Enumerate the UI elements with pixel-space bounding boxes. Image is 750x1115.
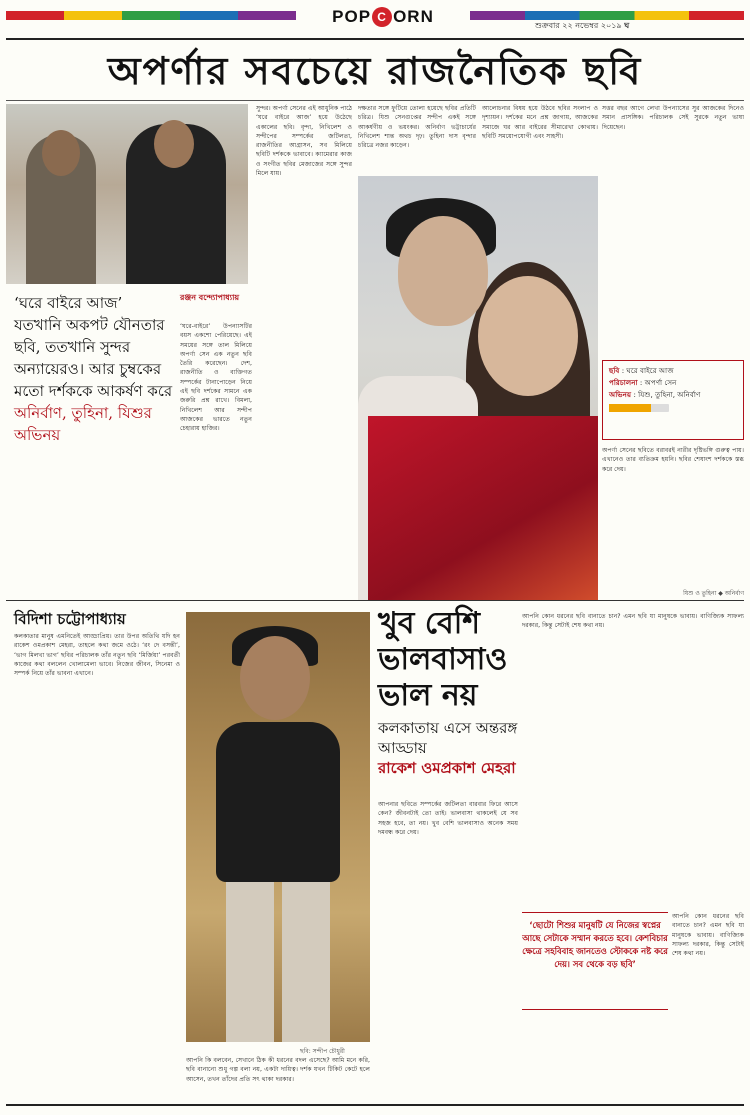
column-text: আপনি কোন ধরনের ছবি বানাতে চান? এমন ছবি যা মানুষকে ভাবায়। বাণিজ্যিক সাফল্য দরকার, কিন্তু সেটাই শেষ কথা নয়। — [522, 613, 744, 630]
masthead — [0, 0, 750, 44]
story1-photo-caption: যিশু ও তুহিনা ◆ অনির্বাণ — [683, 590, 744, 597]
column-text: সুন্দর। অপর্ণা সেনের এই আধুনিক পাঠে ‘ঘরে বাইরে আজ’ হয়ে উঠেছে একালের ছবি। বৃন্দা, নিখিলেশ ও সন্দীপের সম্পর্কের জটিলতা, রাজনীতির আগ্রাসন, সব মিলিয়ে ছবিটি দর্শককে ভাবাবে। ক্যামেরার কাজ ও সংগীত ছবির মেজাজের সঙ্গে সুন্দর মিলে যায়। — [256, 105, 352, 178]
story2-headline: খুব বেশি ভালবাসাও ভাল নয় — [378, 606, 508, 713]
story2-quote-box: ‘ছোটো শিশুর মানুষটি যে নিজের স্বপ্নের আছে সেটাকে সম্মান করতে হবে। কেশবিচার ক্ষেত্রে সহবিবাহ জানতেও স্টোককে নষ্ট করে দেয়। সব থেকে বড় ছবি’ — [522, 912, 668, 1010]
story1-photo-couple — [358, 176, 598, 600]
column-text: ‘ঘরে-বাইরে’ উপন্যাসটির বয়স একশো পেরিয়েছে। এই সময়ের সঙ্গে তাল মিলিয়ে অপর্ণা সেন এক নতুন ছবি তৈরি করেছেন। দেশ, রাজনীতি ও ব্যক্তিগত সম্পর্কের টানাপোড়েন নিয়ে এই ছবি দর্শকের সামনে এক জরুরি প্রশ্ন রাখে। বিমলা, নিখিলেশ আর সন্দীপ আজকের ভারতে নতুন চেহারায় হাজির। — [180, 323, 252, 433]
photo-jacket — [216, 722, 340, 882]
story1-column-1 — [180, 322, 252, 596]
story1-pullquote — [14, 292, 174, 446]
column-text: আপনার ছবিতে সম্পর্কের জটিলতা বারবার ফিরে আসে কেন? জীবনটাই তো তাই। ভালবাসা থাকলেই যে সব সহজ হবে, তা নয়। খুব বেশি ভালবাসাও অনেক সময় দমবন্ধ করে দেয়। — [378, 801, 518, 836]
pullquote-text: ‘ঘরে বাইরে আজ’ যতখানি অকপট যৌনতার ছবি, ততখানি সুন্দর অন্যায়েরও। আর চুম্বকের মতো দর্শককে আকর্ষণ করে — [14, 294, 173, 400]
date-text: শুক্রবার ২২ নভেম্বর ২০১৯ — [535, 21, 622, 30]
story2-column-far — [522, 612, 744, 908]
story2-subhead — [378, 718, 518, 778]
film-info-box — [602, 360, 744, 440]
story2-photo-caption: ছবি: সন্দীপ চৌধুরী — [300, 1048, 345, 1055]
info-film-value: ঘরে বাইরে আজ — [626, 366, 674, 375]
story1-byline: রঞ্জন বন্দ্যোপাধ্যায় — [180, 293, 240, 302]
color-stripe-right — [470, 11, 744, 20]
column-text: কলকাতার মানুষ এমনিতেই আড্ডাপ্রিয়। তার উপর অতিথি যদি হন রাকেশ ওমপ্রকাশ মেহরা, তাহলে কথা জমে ওঠে। ‘রং দে বসন্তী’, ‘ভাগ মিলখা ভাগ’ ছবির পরিচালক তাঁর নতুন ছবি ‘মির্জিয়া’ পরবর্তী কাজের কথা বললেন খোলামেলা ভাবে। নিজের জীবন, সিনেমা ও সম্পর্ক নিয়ে তাঁর ভাবনা এখানে। — [14, 633, 180, 678]
subhead-text: কলকাতায় এসে অন্তরঙ্গ আড্ডায় — [378, 719, 518, 757]
story2-column-mid — [186, 1056, 370, 1102]
column-text: সত্তর বছর আগে লেখা উপন্যাসের সুর আজকের দিনেও সমান প্রাসঙ্গিক। পরিচালক সেই সুরকে নতুন ভাষা দিয়েছেন। — [602, 105, 744, 131]
popcorn-icon: C — [372, 7, 392, 27]
story2-byline: বিদিশা চট্টোপাধ্যায় — [14, 610, 126, 628]
story2-column-right — [378, 800, 518, 1102]
color-stripe-left — [6, 11, 296, 20]
story1-column-4 — [482, 104, 598, 174]
info-film-label: ছবি — [609, 366, 620, 375]
info-cast-value: যিশু, তুহিনা, অনির্বাণ — [638, 390, 701, 399]
info-cast-row: অভিনয় : যিশু, তুহিনা, অনির্বাণ — [609, 390, 701, 399]
column-text: আলোচনার বিষয় হয়ে উঠবে ছবির সংলাপ ও দৃশ্যায়ন। দর্শকের মনে প্রশ্ন জাগায়, আজকের সমাজে ঘর আর বাইরের সীমারেখা কোথায়। ছবিটি সময়োপযোগী এবং সাহসী। — [482, 105, 598, 140]
story1-photo-actors — [6, 104, 248, 284]
column-text: দক্ষতার সঙ্গে ফুটিয়ে তোলা হয়েছে ছবির প্রতিটি চরিত্র। যিশু সেনগুপ্তের সন্দীপ একই সঙ্গে আকর্ষণীয় ও ভয়ংকর। অনির্বাণ ভট্টাচার্যের নিখিলেশ শান্ত অথচ দৃঢ়। তুহিনা দাস বৃন্দার চরিত্রে নজর কাড়েন। — [358, 105, 476, 150]
photo-woman-face — [478, 276, 578, 396]
column-text: আপনি কোন ধরনের ছবি বানাতে চান? এমন ছবি যা মানুষকে ভাবায়। বাণিজ্যিক সাফল্য দরকার, কিন্তু সেটাই শেষ কথা নয়। — [672, 913, 744, 958]
info-director-value: অপর্ণা সেন — [644, 378, 677, 387]
photo-saree — [368, 416, 598, 600]
headline-divider — [6, 100, 744, 101]
column-text: অপর্ণা সেনের ছবিতে বরাবরই নারীর দৃষ্টিভঙ্গি গুরুত্ব পায়। এখানেও তার ব্যতিক্রম হয়নি। ছবির শেষাংশ দর্শককে স্তব্ধ করে দেয়। — [602, 447, 744, 473]
photo-face — [240, 636, 310, 720]
info-director-row: পরিচালনা : অপর্ণা সেন — [609, 378, 677, 387]
rating-fill — [609, 404, 651, 412]
info-director-label: পরিচালনা — [609, 378, 638, 387]
story1-headline: অপর্ণার সবচেয়ে রাজনৈতিক ছবি — [107, 48, 643, 93]
masthead-rule — [6, 38, 744, 40]
photo-legs — [226, 882, 330, 1042]
logo-text-pre: POP — [332, 7, 372, 26]
info-cast-label: অভিনয় — [609, 390, 632, 399]
dateline — [532, 20, 632, 33]
pullquote-highlight: অনির্বাণ, তুহিনা, যিশুর অভিনয় — [14, 404, 152, 444]
logo-text-post: ORN — [393, 7, 434, 26]
info-film-row: ছবি : ঘরে বাইরে আজ — [609, 366, 674, 375]
story-divider — [6, 600, 744, 601]
photo-man-face — [398, 216, 488, 326]
page-marker: ঘ — [624, 21, 630, 30]
column-text: আপনি কি বলবেন, সেখানে ঠিক কী ধরনের বদল এসেছে? আমি মনে করি, ছবি বানানো শুধু গল্প বলা নয়, একটা দায়িত্ব। দর্শক যখন টিকিট কেটে হলে আসেন, তখন তাঁদের প্রতি সৎ থাকা দরকার। — [186, 1057, 370, 1083]
story1-column-2 — [256, 104, 352, 596]
story1-column-3 — [358, 104, 476, 174]
story2-photo-director — [186, 612, 370, 1042]
rating-bar — [609, 404, 669, 412]
popcorn-logo — [300, 4, 466, 30]
story1-column-6 — [602, 446, 744, 584]
photo-head-left — [42, 130, 80, 176]
subhead-name: রাকেশ ওমপ্রকাশ মেহরা — [378, 759, 516, 777]
photo-head-right — [154, 120, 194, 168]
story2-column-extra — [672, 912, 744, 1102]
story1-column-5 — [602, 104, 744, 356]
story2-column-left — [14, 632, 180, 1102]
footer-rule — [6, 1104, 744, 1106]
